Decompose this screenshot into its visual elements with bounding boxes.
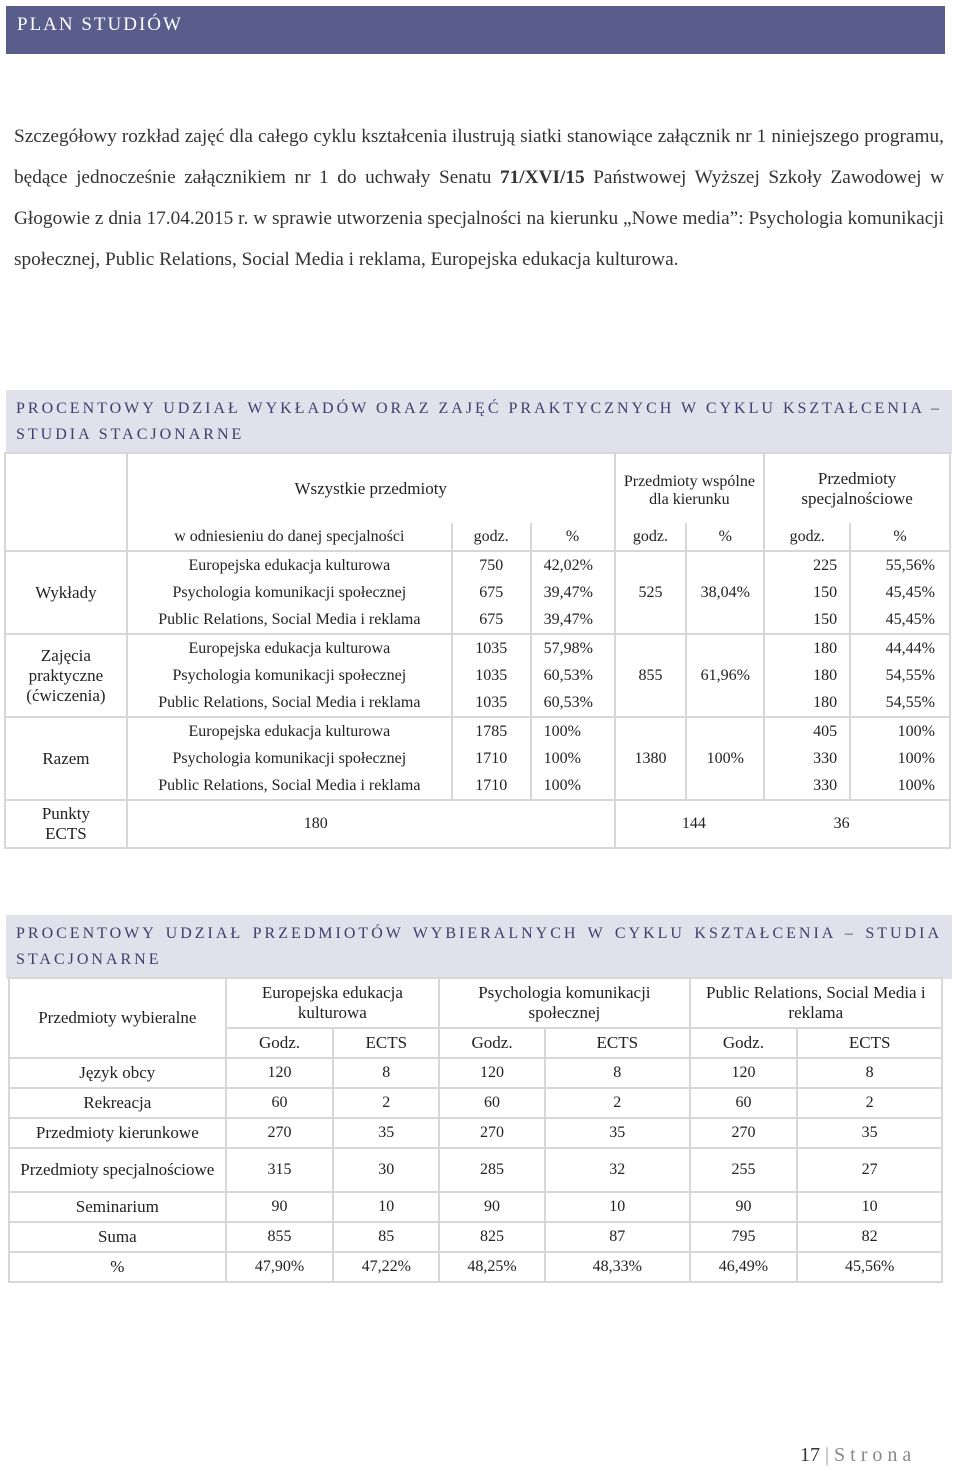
spec-percent-cell: 45,45% <box>850 606 950 634</box>
percent-cell: 39,47% <box>531 579 615 606</box>
godz-header: godz. <box>615 523 687 551</box>
value-cell: 270 <box>439 1118 545 1148</box>
hours-cell: 1035 <box>452 689 531 717</box>
godz-header: godz. <box>452 523 531 551</box>
intro-paragraph <box>14 116 944 280</box>
col-all-subjects: Wszystkie przedmioty <box>127 453 615 523</box>
header-row <box>9 978 942 1028</box>
specialty-header: Europejska edukacja kulturowa <box>226 978 440 1028</box>
value-cell: 825 <box>439 1222 545 1252</box>
value-cell: 35 <box>333 1118 439 1148</box>
value-cell: 30 <box>333 1148 439 1192</box>
value-cell: 90 <box>690 1192 798 1222</box>
intro-resolution-number: 71/XVI/15 <box>500 167 585 188</box>
spec-hours-cell: 330 <box>764 745 850 772</box>
spec-hours-cell: 180 <box>764 634 850 662</box>
specialty-name: Psychologia komunikacji społecznej <box>127 579 452 606</box>
pct-header: % <box>531 523 615 551</box>
specialty-name: Public Relations, Social Media i reklama <box>127 772 452 800</box>
table-row <box>9 1192 942 1222</box>
specialty-name: Public Relations, Social Media i reklama <box>127 689 452 717</box>
elective-name: Seminarium <box>9 1192 226 1222</box>
ects-header: ECTS <box>545 1028 690 1058</box>
spec-hours-cell: 150 <box>764 606 850 634</box>
godz-header: Godz. <box>690 1028 798 1058</box>
section1-title: PROCENTOWY UDZIAŁ WYKŁADÓW ORAZ ZAJĘĆ PRAKTYCZNYCH W CYKLU KSZTAŁCENIA – STUDIA STACJONARNE <box>16 400 942 443</box>
intro-text-2: Państwowej Wyższej Szkoły Zawodowej w Głogowie z dnia 17.04.2015 r. w sprawie utworzenia specjalności na kierunku „Nowe media”: Psychologia komunikacji społecznej, Public Relations, Social Media i reklama, Europejska edukacja kulturowa. <box>14 167 944 270</box>
pct-header: % <box>850 523 950 551</box>
spec-percent-cell: 100% <box>850 745 950 772</box>
table-row <box>9 1222 942 1252</box>
value-cell: 45,56% <box>797 1252 942 1282</box>
specialty-header: Psychologia komunikacji społecznej <box>439 978 689 1028</box>
hours-cell: 675 <box>452 579 531 606</box>
value-cell: 2 <box>545 1088 690 1118</box>
hours-cell: 1785 <box>452 717 531 745</box>
value-cell: 2 <box>333 1088 439 1118</box>
value-cell: 48,25% <box>439 1252 545 1282</box>
value-cell: 270 <box>226 1118 334 1148</box>
page-number: 17 <box>800 1444 820 1466</box>
table-row <box>5 662 950 689</box>
pct-header: % <box>686 523 764 551</box>
common-hours-cell: 525 <box>615 551 687 634</box>
col-common-subjects: Przedmioty wspólne dla kierunku <box>615 453 765 523</box>
value-cell: 315 <box>226 1148 334 1192</box>
intro-text-1: Szczegółowy rozkład zajęć dla całego cyklu kształcenia ilustrują siatki stanowiące załącznik nr 1 niniejszego programu, będące jednocześnie załącznikiem nr 1 do uchwały Senatu <box>14 126 944 188</box>
common-percent-cell: 38,04% <box>686 551 764 634</box>
value-cell: 270 <box>690 1118 798 1148</box>
section1-heading <box>6 390 952 454</box>
spec-percent-cell: 100% <box>850 717 950 745</box>
section2-title: PROCENTOWY UDZIAŁ PRZEDMIOTÓW WYBIERALNYCH W CYKLU KSZTAŁCENIA – STUDIA STACJONARNE <box>16 925 942 968</box>
table-row <box>5 579 950 606</box>
value-cell: 60 <box>226 1088 334 1118</box>
footer-strona: Strona <box>834 1444 917 1466</box>
percent-cell: 60,53% <box>531 662 615 689</box>
ects-label: Punkty ECTS <box>5 800 127 848</box>
footer-separator: | <box>825 1444 830 1466</box>
specialty-name: Psychologia komunikacji społecznej <box>127 745 452 772</box>
hours-cell: 1035 <box>452 662 531 689</box>
hours-cell: 1710 <box>452 745 531 772</box>
table-row <box>9 1088 942 1118</box>
spec-percent-cell: 54,55% <box>850 662 950 689</box>
common-percent-cell: 100% <box>686 717 764 800</box>
spec-percent-cell: 45,45% <box>850 579 950 606</box>
elective-name: Rekreacja <box>9 1088 226 1118</box>
spec-hours-cell: 150 <box>764 579 850 606</box>
value-cell: 120 <box>226 1058 334 1088</box>
spec-hours-cell: 330 <box>764 772 850 800</box>
table-row <box>5 745 950 772</box>
spec-hours-cell: 225 <box>764 551 850 579</box>
value-cell: 8 <box>333 1058 439 1088</box>
value-cell: 35 <box>545 1118 690 1148</box>
ects-row <box>5 800 950 848</box>
table-row <box>5 606 950 634</box>
value-cell: 35 <box>797 1118 942 1148</box>
page-footer <box>800 1444 916 1467</box>
value-cell: 10 <box>333 1192 439 1222</box>
percent-cell: 100% <box>531 745 615 772</box>
spec-percent-cell: 54,55% <box>850 689 950 717</box>
table-row <box>9 1118 942 1148</box>
lecture-practical-table <box>4 452 951 849</box>
value-cell: 8 <box>797 1058 942 1088</box>
spec-hours-cell: 180 <box>764 689 850 717</box>
hours-cell: 1710 <box>452 772 531 800</box>
value-cell: 47,22% <box>333 1252 439 1282</box>
ects-common: 144 <box>615 800 765 848</box>
spec-percent-cell: 100% <box>850 772 950 800</box>
specialty-name: Europejska edukacja kulturowa <box>127 634 452 662</box>
table-row <box>9 1058 942 1088</box>
value-cell: 120 <box>690 1058 798 1088</box>
common-hours-cell: 1380 <box>615 717 687 800</box>
group-label: Zajęcia praktyczne (ćwiczenia) <box>5 634 127 717</box>
percent-cell: 100% <box>531 717 615 745</box>
ects-header: ECTS <box>797 1028 942 1058</box>
hours-cell: 675 <box>452 606 531 634</box>
percent-cell: 100% <box>531 772 615 800</box>
value-cell: 90 <box>226 1192 334 1222</box>
value-cell: 46,49% <box>690 1252 798 1282</box>
spec-hours-cell: 405 <box>764 717 850 745</box>
value-cell: 27 <box>797 1148 942 1192</box>
specialty-header: Public Relations, Social Media i reklama <box>690 978 942 1028</box>
table-row <box>9 1148 942 1192</box>
value-cell: 85 <box>333 1222 439 1252</box>
table-row <box>9 1252 942 1282</box>
value-cell: 87 <box>545 1222 690 1252</box>
value-cell: 82 <box>797 1222 942 1252</box>
common-hours-cell: 855 <box>615 634 687 717</box>
sub-label: w odniesieniu do danej specjalności <box>127 523 452 551</box>
hours-cell: 750 <box>452 551 531 579</box>
table-row <box>5 689 950 717</box>
hours-cell: 1035 <box>452 634 531 662</box>
percent-cell: 39,47% <box>531 606 615 634</box>
specialty-name: Public Relations, Social Media i reklama <box>127 606 452 634</box>
ects-all: 180 <box>127 800 615 848</box>
elective-name: Przedmioty specjalnościowe <box>9 1148 226 1192</box>
value-cell: 48,33% <box>545 1252 690 1282</box>
specialty-name: Psychologia komunikacji społecznej <box>127 662 452 689</box>
value-cell: 60 <box>690 1088 798 1118</box>
spec-hours-cell: 180 <box>764 662 850 689</box>
value-cell: 60 <box>439 1088 545 1118</box>
godz-header: Godz. <box>439 1028 545 1058</box>
header-row <box>5 453 950 523</box>
godz-header: godz. <box>764 523 850 551</box>
value-cell: 120 <box>439 1058 545 1088</box>
elective-name: Suma <box>9 1222 226 1252</box>
ects-spec: 36 <box>764 800 950 848</box>
percent-cell: 42,02% <box>531 551 615 579</box>
godz-header: Godz. <box>226 1028 334 1058</box>
percent-cell: 60,53% <box>531 689 615 717</box>
value-cell: 855 <box>226 1222 334 1252</box>
group-label: Wykłady <box>5 551 127 634</box>
common-percent-cell: 61,96% <box>686 634 764 717</box>
value-cell: 255 <box>690 1148 798 1192</box>
plan-title: PLAN STUDIÓW <box>17 14 183 35</box>
elective-name: Język obcy <box>9 1058 226 1088</box>
subheader-row <box>5 523 950 551</box>
value-cell: 90 <box>439 1192 545 1222</box>
value-cell: 795 <box>690 1222 798 1252</box>
value-cell: 10 <box>545 1192 690 1222</box>
section2-heading <box>6 915 952 979</box>
elective-first-col: Przedmioty wybieralne <box>9 978 226 1058</box>
percent-cell: 57,98% <box>531 634 615 662</box>
value-cell: 47,90% <box>226 1252 334 1282</box>
value-cell: 8 <box>545 1058 690 1088</box>
table-row <box>5 717 950 745</box>
ects-header: ECTS <box>333 1028 439 1058</box>
corner-cell <box>5 453 127 551</box>
table-row <box>5 551 950 579</box>
elective-name: % <box>9 1252 226 1282</box>
table-row <box>5 772 950 800</box>
spec-percent-cell: 55,56% <box>850 551 950 579</box>
elective-table <box>8 977 943 1283</box>
col-specialty-subjects: Przedmioty specjalnościowe <box>764 453 950 523</box>
specialty-name: Europejska edukacja kulturowa <box>127 717 452 745</box>
value-cell: 32 <box>545 1148 690 1192</box>
value-cell: 2 <box>797 1088 942 1118</box>
value-cell: 285 <box>439 1148 545 1192</box>
value-cell: 10 <box>797 1192 942 1222</box>
specialty-name: Europejska edukacja kulturowa <box>127 551 452 579</box>
spec-percent-cell: 44,44% <box>850 634 950 662</box>
table-row <box>5 634 950 662</box>
group-label: Razem <box>5 717 127 800</box>
elective-name: Przedmioty kierunkowe <box>9 1118 226 1148</box>
plan-header <box>6 6 945 54</box>
